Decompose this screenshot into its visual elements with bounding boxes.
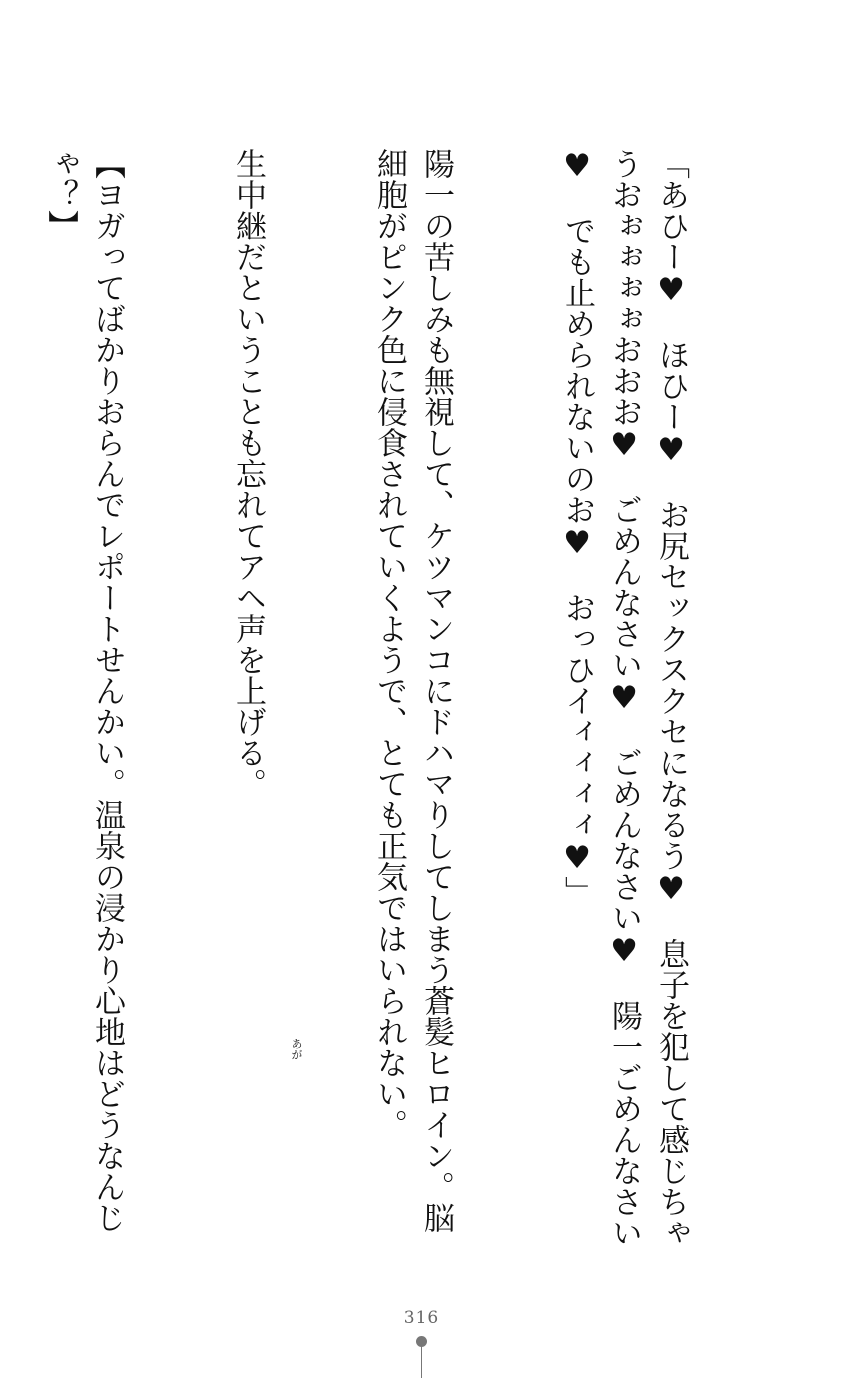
paragraph-1: 「あひー♥ ほひー♥ お尻セックスクセになるう♥ 息子を犯して感じちゃうおぉぉぉぉおおお♥ ごめんなさい♥ ごめんなさい♥ 陽一ごめんなさい♥ でも止められないのお♥ おっひイィィィィ♥」: [559, 148, 689, 1248]
page-number: 316: [403, 1308, 440, 1328]
ruby-annotation: あが: [290, 1038, 303, 1060]
paragraph-4: 【ヨガってばかりおらんでレポートせんかい。温泉の浸かり心地はどうなんじゃ？】: [42, 148, 125, 1233]
folio-line: [421, 1346, 422, 1378]
paragraph-2: 陽一の苦しみも無視して、ケツマンコにドハマりしてしまう蒼髪ヒロイン。脳細胞がピンク色に侵食されていくようで、とても正気ではいられない。: [371, 148, 454, 1233]
body-text: [42, 148, 788, 1258]
paragraph-3: 生中継だということも忘れてアヘ声を上げる。: [230, 148, 266, 799]
